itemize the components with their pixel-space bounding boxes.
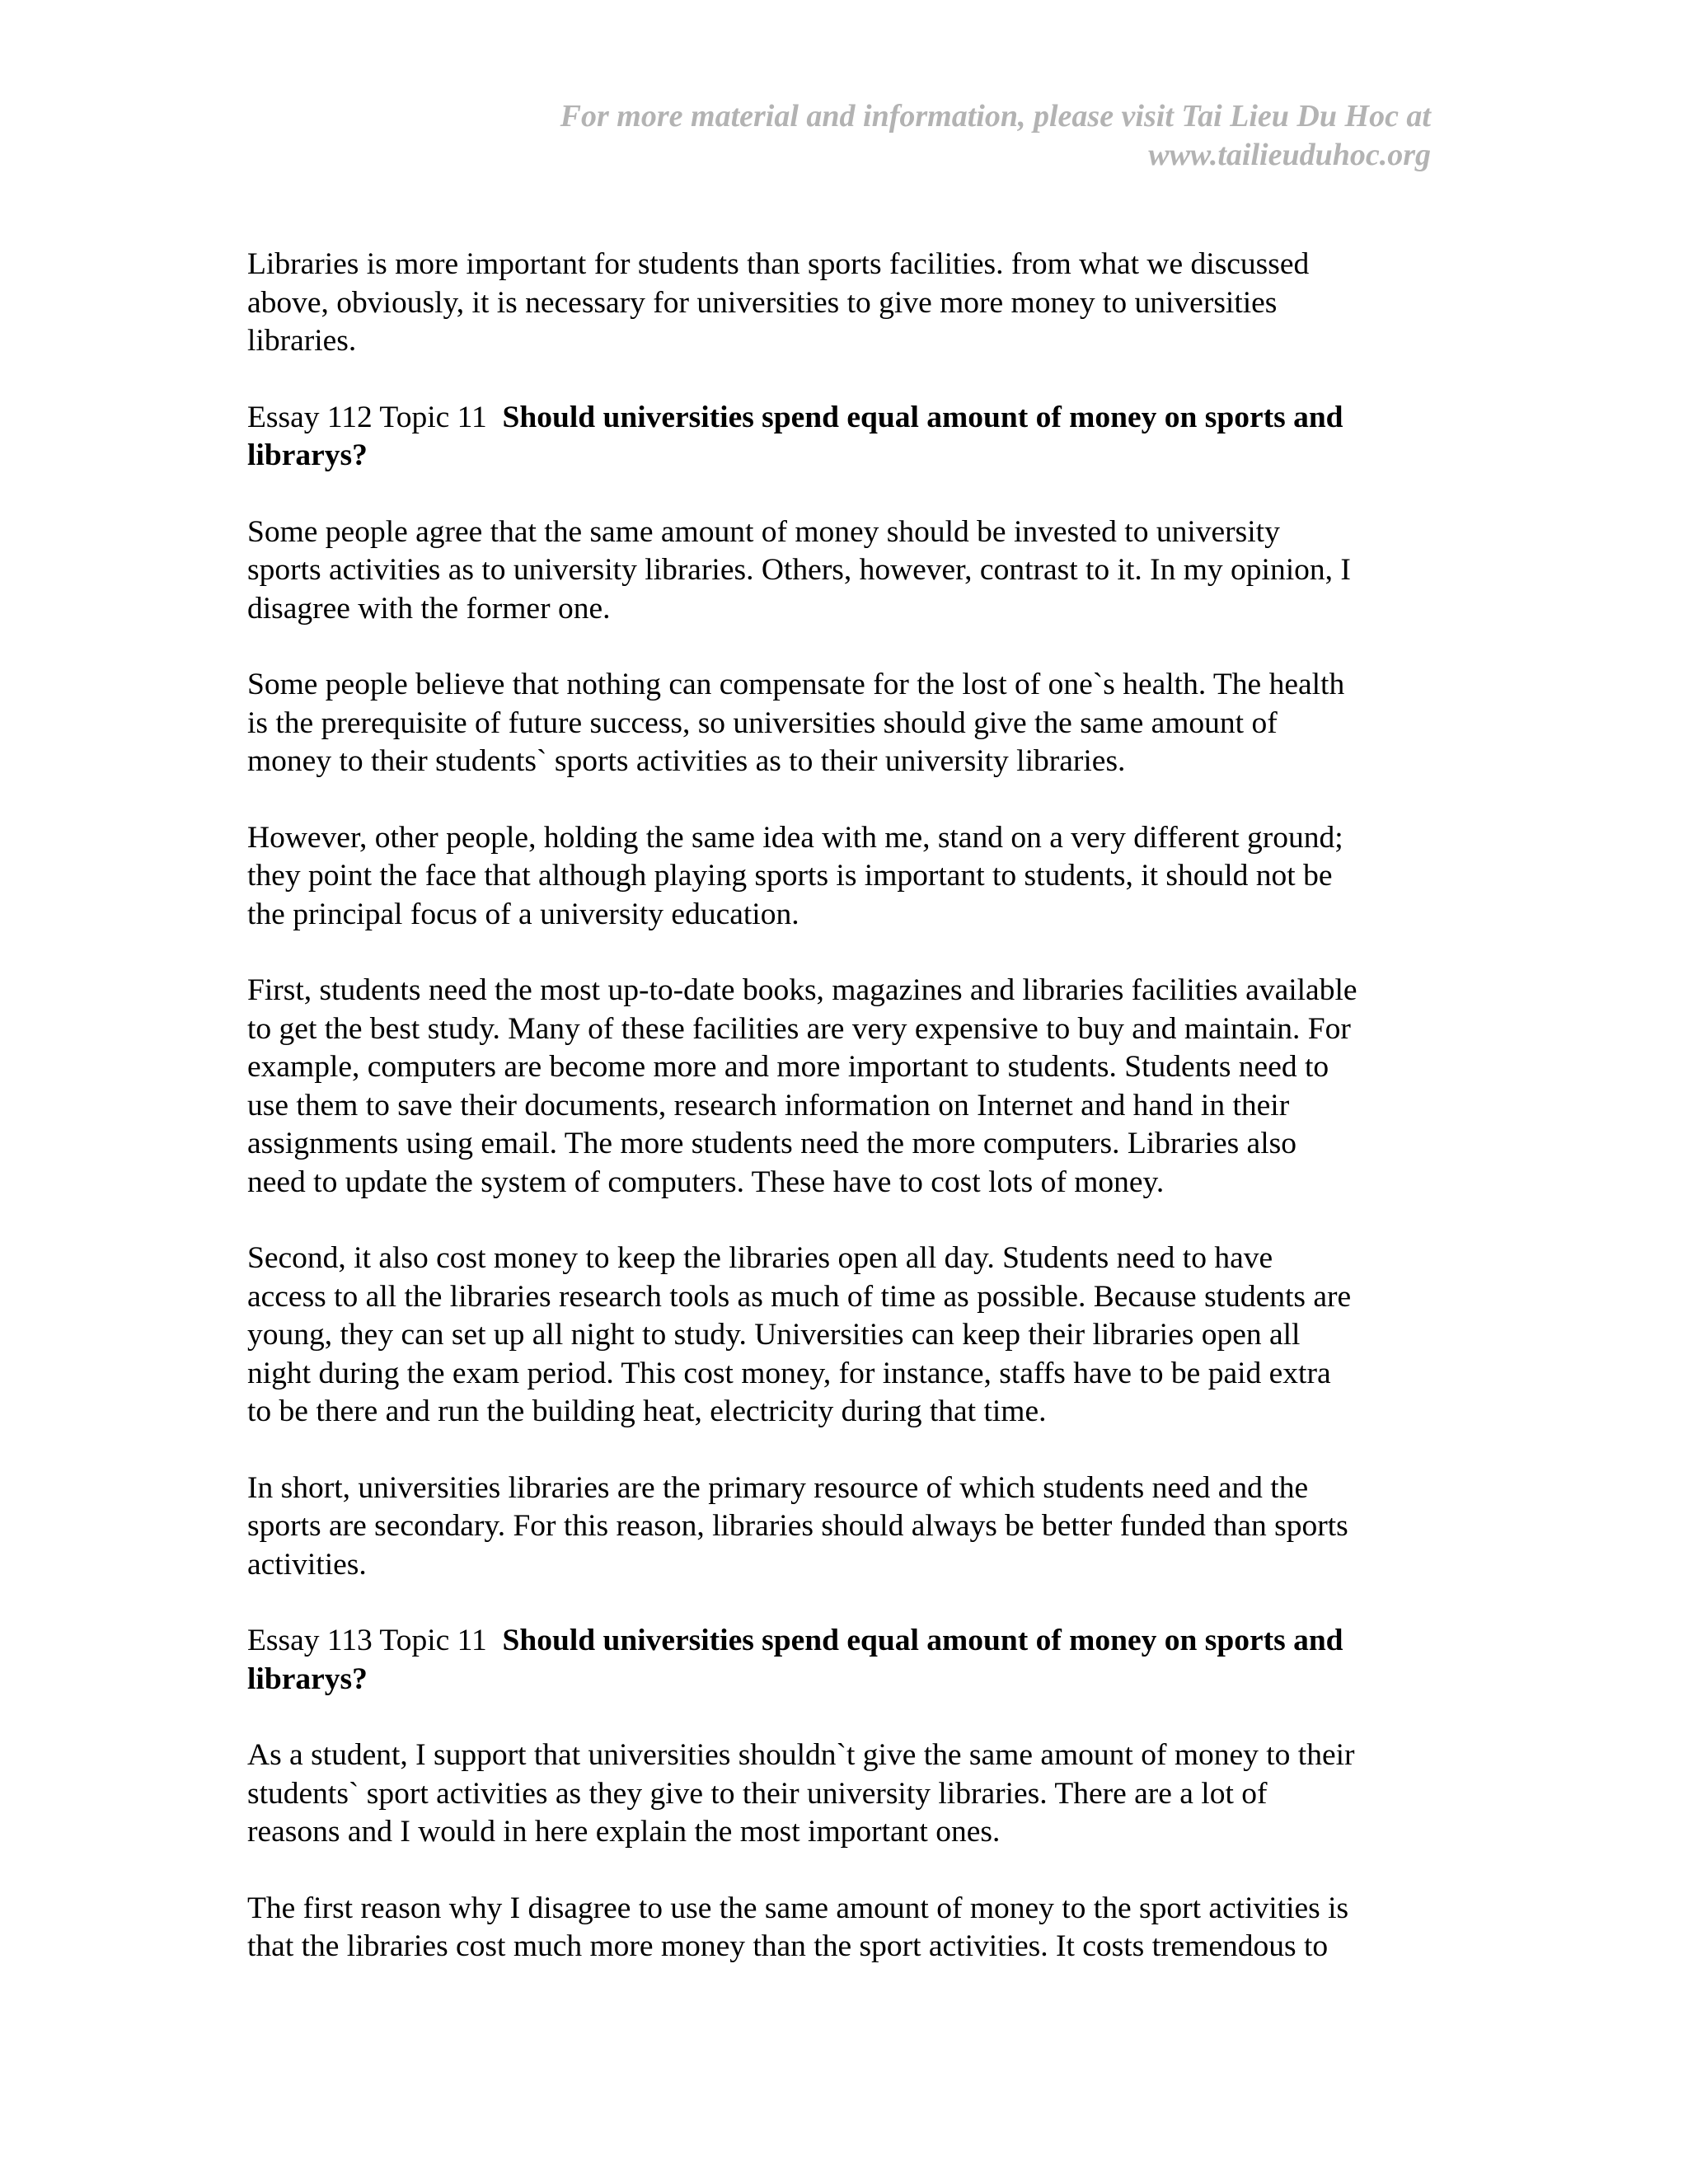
paragraph-line: that the libraries cost much more money than the sport activities. It costs tremendous to bbox=[247, 1929, 1329, 1963]
paragraph-line: to get the best study. Many of these facilities are very expensive to buy and maintain. For bbox=[247, 1011, 1351, 1046]
paragraph-line: the principal focus of a university education. bbox=[247, 897, 799, 931]
document-body bbox=[247, 246, 1444, 2004]
paragraph-line: activities. bbox=[247, 1547, 367, 1582]
paragraph bbox=[247, 513, 1444, 629]
paragraph-line: assignments using email. The more students need the more computers. Libraries also bbox=[247, 1127, 1296, 1160]
paragraph bbox=[247, 972, 1444, 1202]
paragraph-line: sports activities as to university libraries. Others, however, contrast to it. In my opinion, I bbox=[247, 553, 1351, 587]
essay-title-continued: librarys? bbox=[247, 1661, 368, 1696]
paragraph bbox=[247, 1469, 1444, 1585]
essay-number: Essay 112 Topic 11 bbox=[247, 400, 487, 434]
paragraph-line: Second, it also cost money to keep the libraries open all day. Students need to have bbox=[247, 1241, 1273, 1275]
paragraph-line: young, they can set up all night to study. Universities can keep their libraries open all bbox=[247, 1318, 1301, 1352]
paragraph-line: night during the exam period. This cost money, for instance, staffs have to be paid extra bbox=[247, 1356, 1331, 1390]
essay-number: Essay 113 Topic 11 bbox=[247, 1624, 487, 1657]
page-header bbox=[277, 97, 1431, 175]
paragraph-line: Libraries is more important for students than sports facilities. from what we discussed bbox=[247, 247, 1310, 281]
paragraph-line: use them to save their documents, research information on Internet and hand in their bbox=[247, 1088, 1290, 1122]
paragraph bbox=[247, 1240, 1444, 1432]
paragraph-line: money to their students` sports activities as to their university libraries. bbox=[247, 744, 1126, 778]
paragraph-line: students` sport activities as they give to their university libraries. There are a lot of bbox=[247, 1776, 1268, 1811]
paragraph-line: example, computers are become more and more important to students. Students need to bbox=[247, 1050, 1329, 1084]
paragraph bbox=[247, 1736, 1444, 1852]
paragraph-line: libraries. bbox=[247, 324, 357, 358]
essay-heading-line bbox=[247, 399, 1444, 438]
paragraph-line: First, students need the most up-to-date books, magazines and libraries facilities available bbox=[247, 973, 1357, 1007]
paragraph-line: disagree with the former one. bbox=[247, 591, 611, 626]
paragraph bbox=[247, 819, 1444, 935]
essay-heading bbox=[247, 1622, 1444, 1699]
essay-title-continued: librarys? bbox=[247, 438, 368, 472]
paragraph-line: they point the face that although playing sports is important to students, it should not be bbox=[247, 859, 1333, 893]
paragraph-line: Some people believe that nothing can compensate for the lost of one`s health. The health bbox=[247, 668, 1345, 701]
header-line-2: www.tailieuduhoc.org bbox=[1148, 138, 1431, 172]
paragraph-line: to be there and run the building heat, electricity during that time. bbox=[247, 1394, 1047, 1428]
paragraph bbox=[247, 666, 1444, 781]
essay-heading-line bbox=[247, 1622, 1444, 1661]
paragraph-line: However, other people, holding the same idea with me, stand on a very different ground; bbox=[247, 820, 1343, 855]
paragraph-line: need to update the system of computers. These have to cost lots of money. bbox=[247, 1165, 1165, 1199]
essay-title: Should universities spend equal amount of money on sports and bbox=[502, 400, 1343, 434]
header-line-1: For more material and information, please visit Tai Lieu Du Hoc at bbox=[560, 99, 1431, 134]
paragraph-line: The first reason why I disagree to use the same amount of money to the sport activities is bbox=[247, 1891, 1349, 1925]
paragraph bbox=[247, 246, 1444, 361]
paragraph-line: above, obviously, it is necessary for universities to give more money to universities bbox=[247, 285, 1278, 320]
essay-heading bbox=[247, 399, 1444, 476]
paragraph-line: is the prerequisite of future success, so universities should give the same amount of bbox=[247, 705, 1278, 740]
essay-title: Should universities spend equal amount of money on sports and bbox=[502, 1624, 1343, 1657]
paragraph bbox=[247, 1890, 1444, 1966]
paragraph-line: reasons and I would in here explain the most important ones. bbox=[247, 1815, 1001, 1849]
paragraph-line: access to all the libraries research tools as much of time as possible. Because students are bbox=[247, 1279, 1352, 1314]
paragraph-line: As a student, I support that universities shouldn`t give the same amount of money to their bbox=[247, 1738, 1355, 1772]
paragraph-line: Some people agree that the same amount of money should be invested to university bbox=[247, 514, 1280, 549]
paragraph-line: In short, universities libraries are the primary resource of which students need and the bbox=[247, 1470, 1309, 1505]
paragraph-line: sports are secondary. For this reason, libraries should always be better funded than sports bbox=[247, 1509, 1348, 1543]
